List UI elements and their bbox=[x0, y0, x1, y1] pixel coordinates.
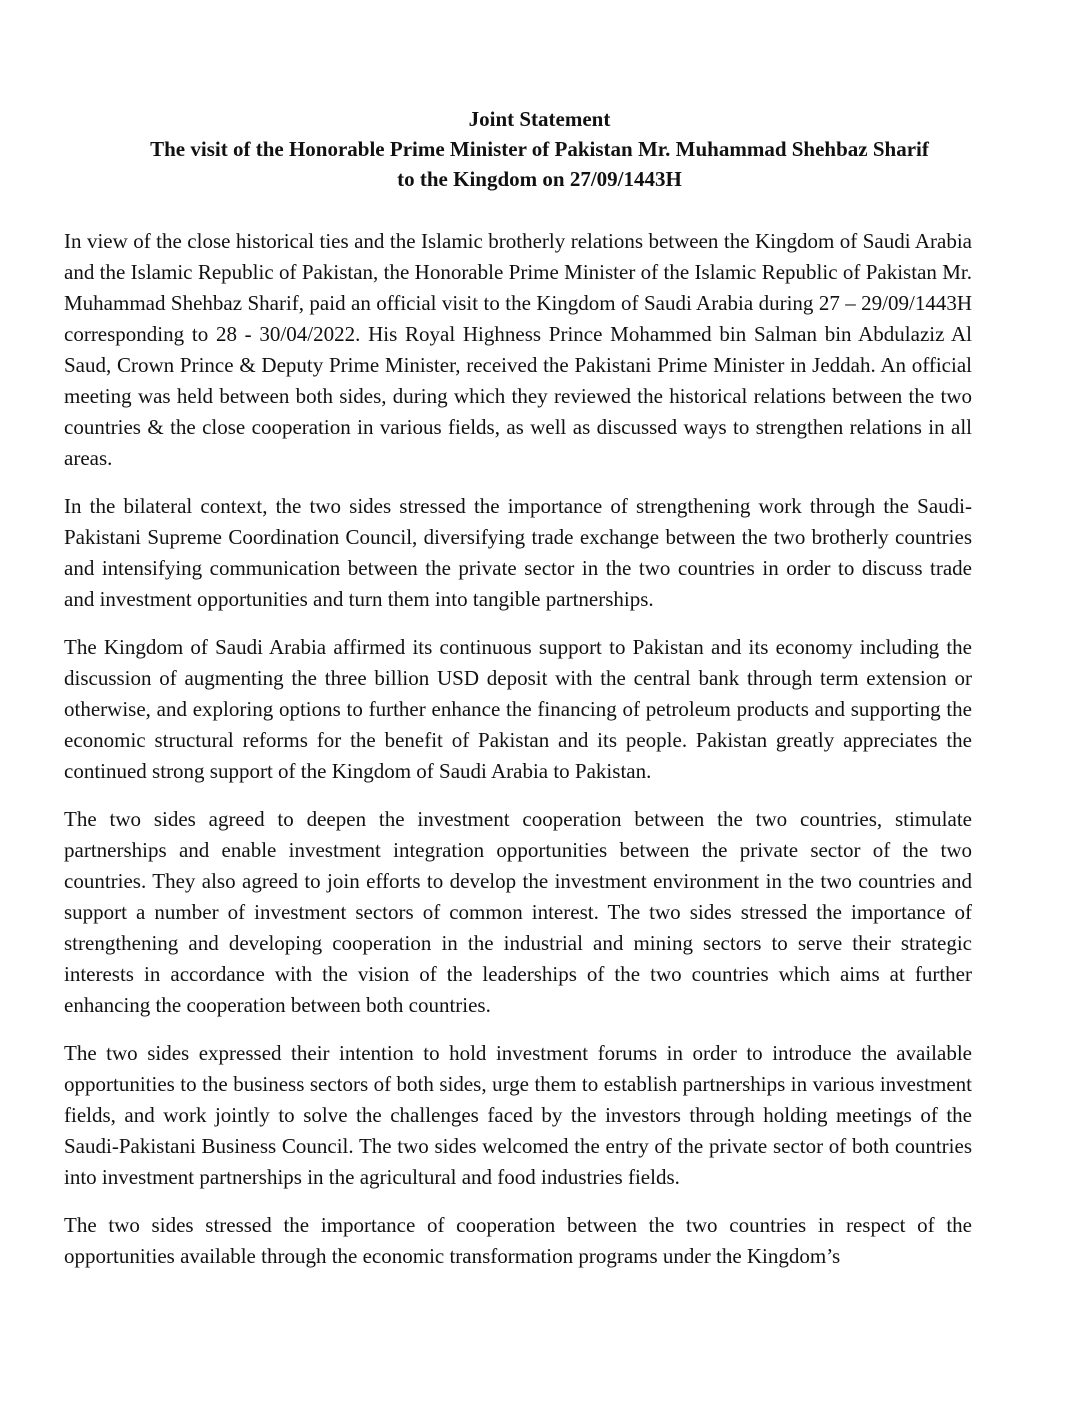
document-title: Joint Statement bbox=[468, 107, 611, 131]
paragraph-6: The two sides stressed the importance of cooperation between the two countries in respect of the opportunities available through the economic transformation programs under the Kingdom’s bbox=[64, 1213, 972, 1268]
document-subtitle-date: to the Kingdom on 27/09/1443H bbox=[397, 167, 682, 191]
document-header bbox=[60, 104, 1019, 194]
paragraph-4: The two sides agreed to deepen the investment cooperation between the two countries, stimulate partnerships and enable investment integration opportunities between the private sector of the two countries. They also agreed to join efforts to develop the investment environment in the two countries and support a number of investment sectors of common interest. The two sides stressed the importance of strengthening and developing cooperation in the industrial and mining sectors to serve their strategic interests in accordance with the vision of the leaderships of the two countries which aims at further enhancing the cooperation between both countries. bbox=[64, 807, 972, 1017]
document-body bbox=[64, 226, 972, 1289]
paragraph-1: In view of the close historical ties and the Islamic brotherly relations between the Kingdom of Saudi Arabia and the Islamic Republic of Pakistan, the Honorable Prime Minister of the Islamic Republic of Pakistan Mr. Muhammad Shehbaz Sharif, paid an official visit to the Kingdom of Saudi Arabia during 27 – 29/09/1443H corresponding to 28 - 30/04/2022. His Royal Highness Prince Mohammed bin Salman bin Abdulaziz Al Saud, Crown Prince & Deputy Prime Minister, received the Pakistani Prime Minister in Jeddah. An official meeting was held between both sides, during which they reviewed the historical relations between the two countries & the close cooperation in various fields, as well as discussed ways to strengthen relations in all areas. bbox=[64, 229, 972, 470]
paragraph-5: The two sides expressed their intention to hold investment forums in order to introduce the available opportunities to the business sectors of both sides, urge them to establish partnerships in various investment fields, and work jointly to solve the challenges faced by the investors through holding meetings of the Saudi-Pakistani Business Council. The two sides welcomed the entry of the private sector of both countries into investment partnerships in the agricultural and food industries fields. bbox=[64, 1041, 972, 1189]
paragraph-3: The Kingdom of Saudi Arabia affirmed its continuous support to Pakistan and its economy including the discussion of augmenting the three billion USD deposit with the central bank through term extension or otherwise, and exploring options to further enhance the financing of petroleum products and supporting the economic structural reforms for the benefit of Pakistan and its people. Pakistan greatly appreciates the continued strong support of the Kingdom of Saudi Arabia to Pakistan. bbox=[64, 635, 972, 783]
paragraph-2: In the bilateral context, the two sides stressed the importance of strengthening work through the Saudi-Pakistani Supreme Coordination Council, diversifying trade exchange between the two brotherly countries and intensifying communication between the private sector in the two countries in order to discuss trade and investment opportunities and turn them into tangible partnerships. bbox=[64, 494, 972, 611]
document-subtitle: The visit of the Honorable Prime Minister of Pakistan Mr. Muhammad Shehbaz Sharif bbox=[150, 137, 929, 161]
